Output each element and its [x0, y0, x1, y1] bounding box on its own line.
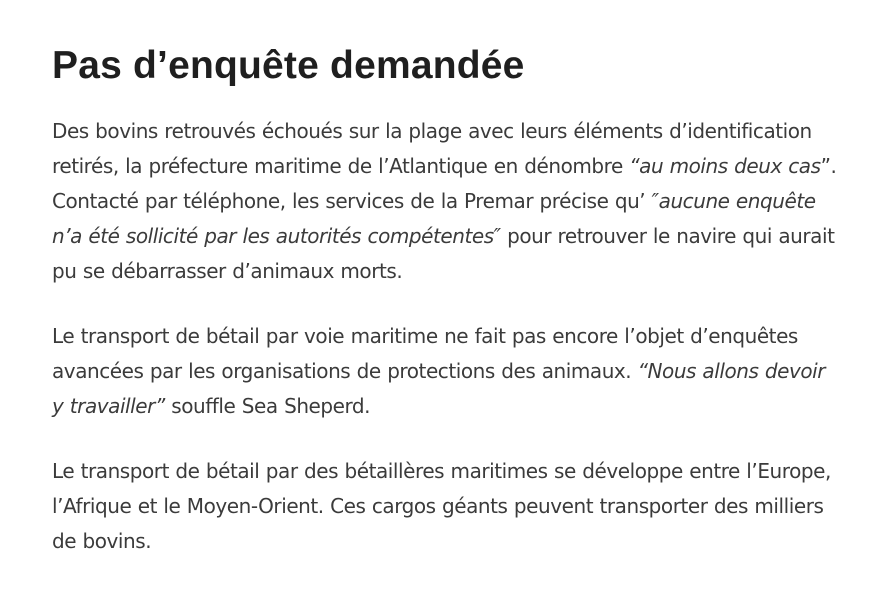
quote-text: ″aucune enquête n’a été sollicité par les autorités compétentes″: [52, 189, 816, 248]
paragraph: [52, 319, 842, 424]
paragraph-text: Le transport de bétail par des bétaillères maritimes se développe entre l’Europe, l’Afrique et le Moyen-Orient. Ces cargos géants peuvent transporter des milliers de bovins.: [52, 459, 831, 553]
paragraph-text: souffle Sea Sheperd.: [164, 394, 371, 418]
paragraph-text: ”. Contacté par téléphone, les services de la Premar précise qu’: [52, 154, 837, 213]
paragraph-text: Le transport de bétail par voie maritime ne fait pas encore l’objet d’enquêtes avancées par les organisations de protections des animaux.: [52, 324, 798, 383]
quote-text: “Nous allons devoir y travailler”: [52, 359, 825, 418]
quote-text: “au moins deux cas: [629, 154, 821, 178]
section-heading: Pas d’enquête demandée: [52, 44, 525, 87]
paragraph: [52, 114, 842, 289]
paragraph: [52, 454, 842, 559]
paragraph-text: Des bovins retrouvés échoués sur la plage avec leurs éléments d’identification retirés, la préfecture maritime de l’Atlantique en dénombre: [52, 119, 812, 178]
paragraph-text: pour retrouver le navire qui aurait pu se débarrasser d’animaux morts.: [52, 224, 835, 283]
article-section: [52, 40, 842, 589]
